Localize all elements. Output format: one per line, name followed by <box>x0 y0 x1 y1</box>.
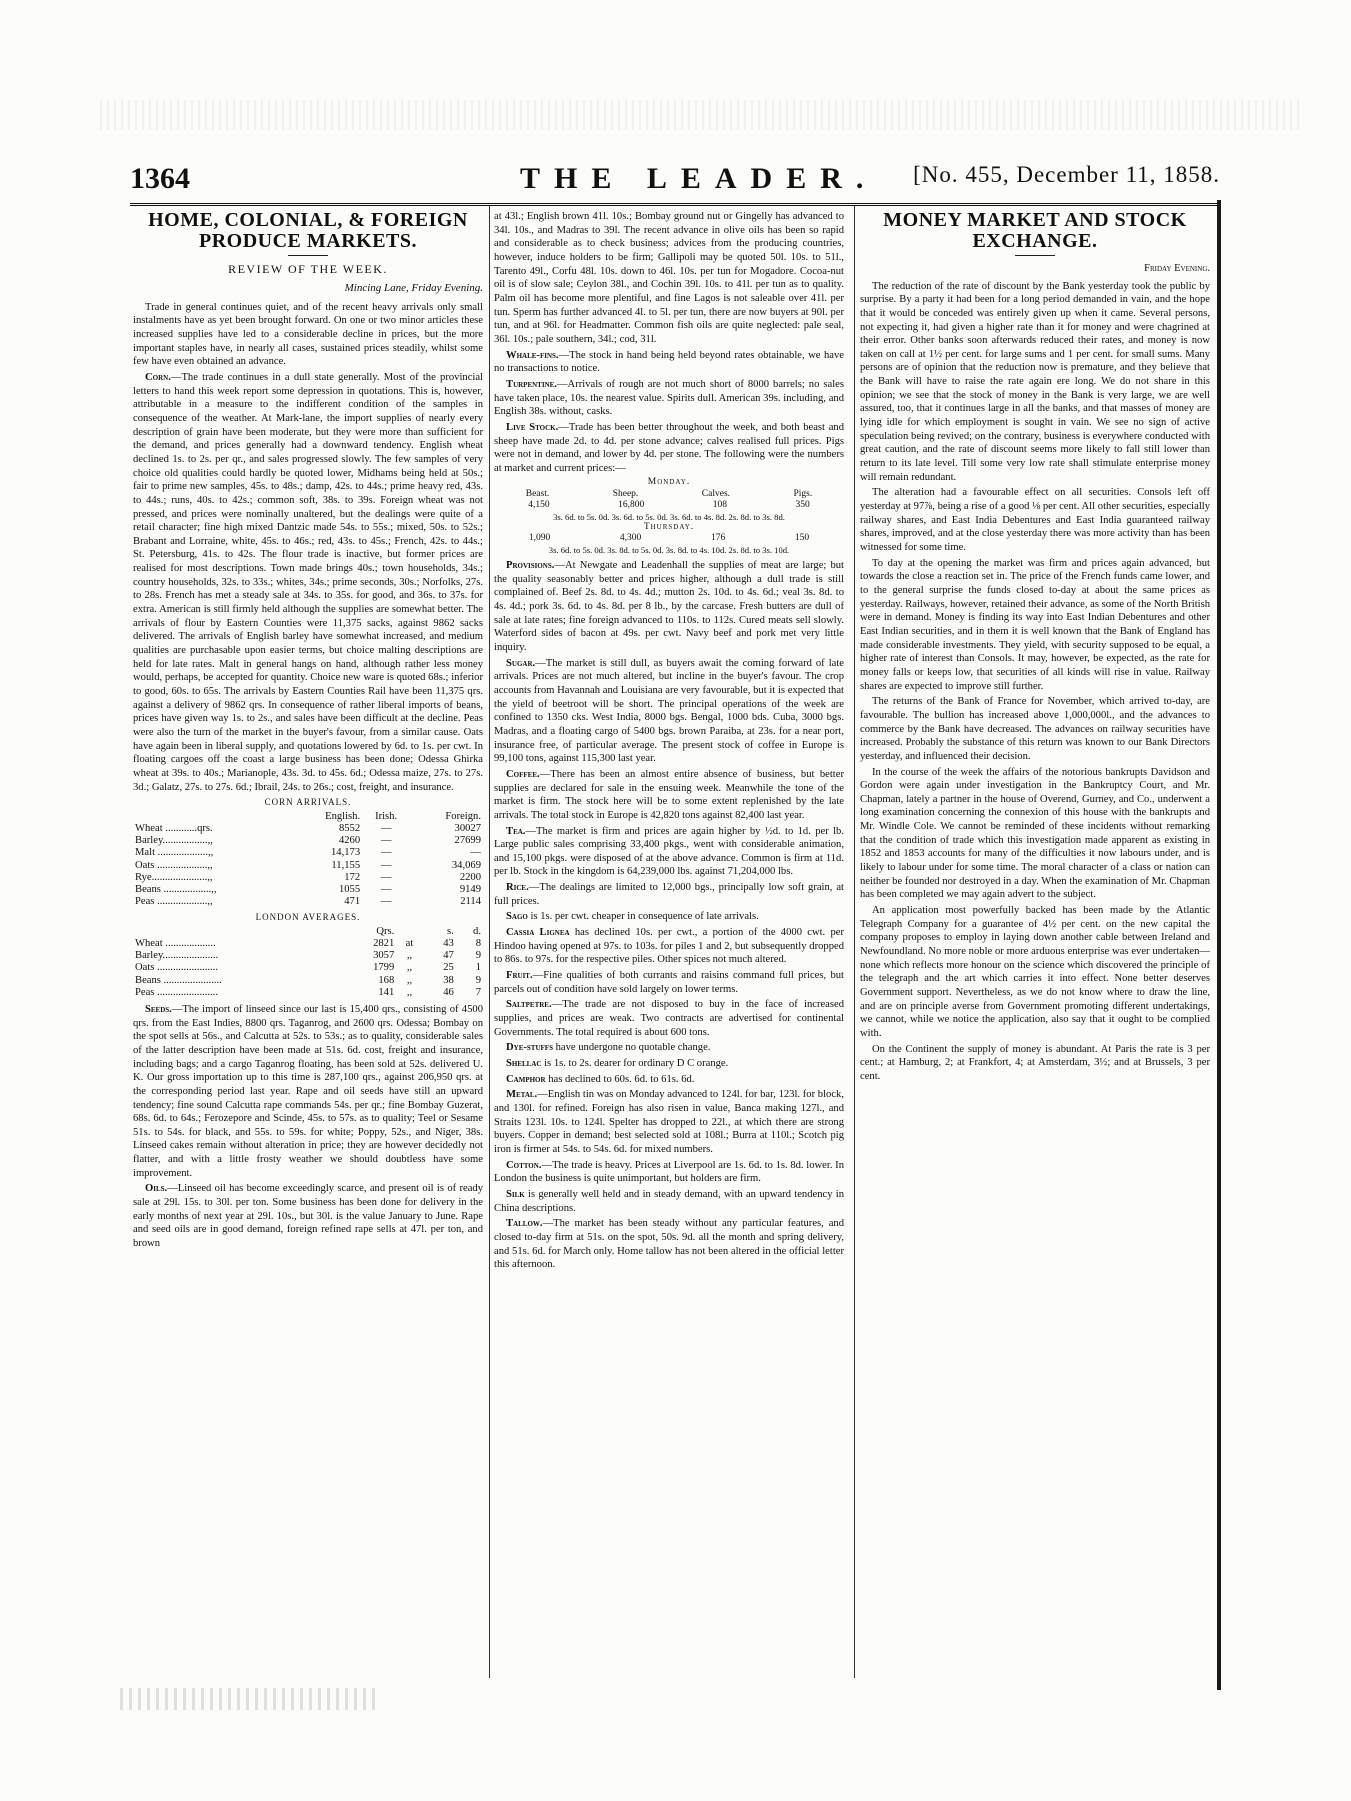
seeds-subhead: Seeds. <box>145 1003 172 1015</box>
table-cell: Peas ...................,, <box>135 896 213 908</box>
metal-subhead: Metal. <box>506 1089 538 1101</box>
turpentine-subhead: Turpentine. <box>506 378 557 390</box>
table-cell: 7 <box>475 986 481 998</box>
cotton-text: —The trade is heavy. Prices at Liverpool are 1s. 6d. to 1s. 8d. lower. In London the business is quite unimportant, but holders are firm. <box>494 1159 844 1185</box>
dye-stuffs-text: have undergone no quotable change. <box>552 1042 711 1054</box>
dye-stuffs-subhead: Dye-stuffs <box>506 1042 553 1054</box>
stock-count: 176 <box>710 533 726 544</box>
saltpetre-subhead: Saltpetre. <box>506 999 552 1011</box>
table-cell: 30027 <box>454 823 481 835</box>
table-row <box>133 823 483 835</box>
table-cell: — <box>380 896 392 908</box>
corn-paragraph <box>133 371 483 794</box>
fruit-paragraph <box>494 969 844 996</box>
trade-paragraph: Trade in general continues quiet, and of the recent heavy arrivals only small instalments have as yet been brought forward. On one or two minor articles these increased supplies have led to a considerable decline in prices, but the more important staples have, in nearly all cases, sustained prices steadily, whilst some few have even obtained an advance. <box>133 301 483 368</box>
sugar-text: —The market is still dull, as buyers await the coming forward of late arrivals. Prices are not much altered, but incline in the buyer's favour. The crop accounts from Havannah and Louisiana are very favourable, but it is expected that the yield of beetroot will be short. The principal operations of the week are confined to 1350 cks. West India, 8000 bgs. Bengal, 1000 bds. Cuba, 3000 bgs. Madras, and a floating cargo of 5400 bgs. brown Paraiba, at 23s. for a near port, insurance free, of particular average. The present stock of coffee in Europe is 99,100 tons, against 115,300 last year. <box>494 657 844 765</box>
headline-rule <box>1015 255 1055 256</box>
rice-subhead: Rice. <box>506 882 529 894</box>
cassia-paragraph <box>494 926 844 967</box>
sugar-paragraph <box>494 657 844 766</box>
tea-paragraph <box>494 825 844 880</box>
silk-text: is generally well held and in steady demand, with an upward tendency in China descriptions. <box>494 1188 844 1214</box>
table-header: Irish. <box>375 810 398 822</box>
thursday-prices-row: 3s. 6d. to 5s. 0d. 3s. 8d. to 5s. 0d. 3s. 8d. to 4s. 10d. 2s. 8d. to 3s. 10d. <box>548 544 790 555</box>
money-paragraph: The returns of the Bank of France for November, which arrived to-day, are favourable. The bullion has increased above 1,000,000l., and the advances to commerce by the Bank have decreased. The advances on railway securities have increased. Probably the substance of this return was known to our Bank Directors yesterday, and influenced their decision. <box>860 696 1210 762</box>
table-header <box>133 811 290 823</box>
stock-count: 4,150 <box>528 500 550 511</box>
table-cell: 9 <box>475 974 481 986</box>
table-cell: — <box>380 847 392 859</box>
table-cell: 2821 <box>373 938 395 950</box>
provisions-subhead: Provisions. <box>506 560 555 572</box>
money-paragraph: An application most powerfully backed has been made by the Atlantic Telegraph Company for a guarantee of 4½ per cent. on the new capital the company proposes to employ in laying down another cable between Ireland and Newfoundland. No more noble or more arduous enterprise was ever undertaken—none which reflects more honour on the science which discovered the principle of the telegraph and the art which carries it into effect. None better deserves Government support. Nevertheless, as we do not know where to draw the line, and are on principle averse from Government promoting different undertakings, we cannot, while we notice the application, also say that it ought to be complied with. <box>860 905 1210 1039</box>
produce-dateline: Mincing Lane, Friday Evening. <box>344 282 483 295</box>
table-cell: — <box>380 859 392 871</box>
table-row <box>133 860 483 872</box>
coffee-subhead: Coffee. <box>506 768 540 780</box>
provisions-paragraph <box>494 559 844 655</box>
stock-count: 16,800 <box>618 500 645 511</box>
silk-subhead: Silk <box>506 1188 525 1200</box>
column-rule-2 <box>854 206 855 1678</box>
table-cell: Barley..................... <box>135 950 219 962</box>
table-cell: Barley.................,, <box>135 835 213 847</box>
table-cell: ,, <box>406 962 413 974</box>
table-row <box>133 872 483 884</box>
headline-rule <box>288 255 328 256</box>
table-cell: 172 <box>344 871 361 883</box>
table-header <box>396 926 422 938</box>
table-cell: — <box>380 883 392 895</box>
table-cell: 2200 <box>459 871 481 883</box>
corn-arrivals-table <box>133 811 483 908</box>
thursday-counts-row <box>494 533 844 544</box>
table-cell: 27699 <box>454 835 481 847</box>
table-cell: 8552 <box>338 823 361 835</box>
page-edge-bar <box>1217 200 1221 1690</box>
table-cell: 1 <box>475 962 481 974</box>
table-row <box>133 962 483 974</box>
stock-count: 1,090 <box>528 533 551 544</box>
table-row <box>133 987 483 999</box>
whale-fins-paragraph <box>494 349 844 376</box>
table-cell: ,, <box>406 974 413 986</box>
stock-heading: Sheep. <box>612 488 639 499</box>
table-cell: — <box>380 835 392 847</box>
monday-prices-row: 3s. 6d. to 5s. 0d. 3s. 6d. to 5s. 0d. 3s. 6d. to 4s. 8d. 2s. 8d. to 3s. 8d. <box>553 511 785 522</box>
tallow-subhead: Tallow. <box>506 1218 543 1230</box>
table-cell: 25 <box>443 962 454 974</box>
stock-heading: Pigs. <box>793 488 813 499</box>
table-cell: 9149 <box>459 883 481 895</box>
turpentine-text: —Arrivals of rough are not much short of 8000 barrels; no sales have taken place, 10s. the nearest value. Spirits dull. American 39s. including, and English 38s. without, casks. <box>494 378 844 418</box>
header-rule <box>130 203 1218 206</box>
table-cell: 43 <box>443 938 454 950</box>
table-header: d. <box>473 925 481 937</box>
table-cell: Wheat ................... <box>135 938 216 950</box>
table-cell: — <box>470 847 481 859</box>
shellac-paragraph <box>494 1057 844 1071</box>
stock-count: 150 <box>794 533 810 544</box>
shellac-text: is 1s. to 2s. dearer for ordinary D C orange. <box>541 1058 729 1070</box>
table-cell: 8 <box>475 938 481 950</box>
table-cell: 47 <box>443 950 454 962</box>
money-paragraph: The alteration had a favourable effect on all securities. Consols left off yesterday at 97⅞, being a rise of a good ⅛ per cent. All other securities, especially railway shares, and East India Debentures and East India guaranteed railway shares, improved, and at the close yesterday there was more activity than has been witnessed for some time. <box>860 487 1210 553</box>
table-row <box>133 975 483 987</box>
corn-subhead: Corn. <box>145 371 171 383</box>
table-cell: Rye.....................,, <box>135 871 213 883</box>
whale-fins-text: —The stock in hand being held beyond rates obtainable, we have no transactions to notice. <box>494 349 844 375</box>
money-market-headline: MONEY MARKET AND STOCK EXCHANGE. <box>883 210 1187 252</box>
oils-subhead: Oils. <box>145 1183 168 1195</box>
oils-continued-paragraph: at 43l.; English brown 41l. 10s.; Bombay ground nut or Gingelly has advanced to 34l. 10s., and Madras to 39l. The recent advance in olive oils has been so rapid and considerable as to check business; advices from the producing countries, however, induce holders to be firm; Gallipoli may be quoted 50l. 10s. to 51l., Tarento 49l., Corfu 48l. 10s. down to 46l. 10s. per tun for Mogadore. Cocoa-nut oil is of slow sale; Ceylon 38l., and Cochin 39l. 10s. to 41l. per tun as to quality. Palm oil has become more plentiful, and fine Lagos is not saleable over 41l. per tun. Sperm has further advanced 4l. to 5l. per tun, there are now buyers at 90l. per tun, and at 96l. for Headmatter. Common fish oils are quite neglected: pale seal, 36l. 10s.; pale southern, 34l.; cod, 31l. <box>494 211 844 345</box>
table-cell: Oats ...................,, <box>135 859 213 871</box>
cassia-text: has declined 10s. per cwt., a portion of the 4000 cwt. per Hindoo having opened at 97s. to 103s. for piles 1 and 2, but subsequently dropped to 86s. to 97s. for the respective piles. Other spices not much altered. <box>494 927 844 966</box>
sago-subhead: Sago <box>506 911 528 923</box>
cassia-subhead: Cassia Lignea <box>506 927 570 939</box>
table-cell: 14,173 <box>330 847 361 859</box>
live-stock-text: —Trade has been better throughout the week, and both beast and sheep have made 2d. to 4d. per stone advance; calves realised full prices. Pigs were not in demand, and lower by 4d. per stone. The following were the numbers at market and current prices:— <box>494 421 844 474</box>
corn-text: —The trade continues in a dull state generally. Most of the provincial letters to hand this week report some depression in quotations. This is, however, attributable in a measure to the indifferent condition of the samples in consequence of the weather. At Mark-lane, the import supplies of nearly every description of grain have been moderate, but they were more than sufficient for the demand, and prices generally had a downward tendency. English wheat declined 1s. to 2s. per qr., and sales progressed slowly. The few samples of very choice old qualities could hardly be quoted lower, Midhams being held at 50s.; fair to prime new samples, 45s. to 48s.; damp, 42s. to 44s.; prime heavy red, 43s. to 44s.; runs, 40s. to 42s.; common soft, 38s. to 39s. Foreign wheat was not pressed, and prices were nominally unaltered, but the dealings were quite of a retail character; fine high mixed Dantzic made 54s. to 55s.; mixed, 50s. to 52s.; Brabant and Lorraine, white, 45s. to 46s.; red, 43s. to 45s.; French, 42s. to 44s.; St. Petersburg, 41s. to 42s. The flour trade is inactive, but former prices are realised for most descriptions. Town made brings 40s.; town households, 34s.; country households, 32s. to 33s.; whites, 34s.; prime seconds, 30s.; Norfolks, 27s. to 28s. French has met a steady sale at 34s. to 35s. for good, and 36s. to 37s. for extra. American is still firmly held although the supplies are somewhat better. The arrivals of flour by Eastern Counties were 11,375 sacks, against 9862 sacks delivered. The arrivals of English barley have somewhat increased, and medium qualities are purchasable upon easier terms, but choice malting descriptions are held for late rates. Malt in general hangs on hand, although rather less money would, perhaps, be accepted for quantity. Choice new ware is quoted 68s.; inferior to good, 60s. to 65s. The arrivals by Eastern Counties Rail have been 11,375 qrs. against a delivery of 9862 qrs. In consequence of rather liberal imports of beans, prices have given way 1s. to 2s., and sales have been difficult at the decline. Peas were also the turn of the market in the buyer's favour, from a similar cause. Oats have again been in liberal supply, and quotations lowered by 6d. to 1s. per cwt. In floating cargoes off the coast a large business has been done; Odessa Ghirka wheat at 39s. to 40s.; Marianople, 43s. 3d. to 45s. 6d.; Odessa maize, 27s. to 27s. 3d.; Galatz, 27s. to 27s. 6d.; Ibrail, 24s. to 26s.; cost, freight, and insurance. <box>133 371 483 793</box>
table-cell: 11,155 <box>331 859 361 871</box>
london-averages-caption: LONDON AVERAGES. <box>255 912 361 923</box>
monday-caption: Monday. <box>647 477 691 488</box>
table-cell: 38 <box>443 974 454 986</box>
column-rule-1 <box>489 206 490 1678</box>
live-stock-table <box>494 477 844 555</box>
table-cell: Oats ....................... <box>135 962 218 974</box>
silk-paragraph <box>494 1188 844 1215</box>
tea-text: —The market is firm and prices are again higher by ½d. to 1d. per lb. Large public sales comprising 33,400 pkgs., went with considerable animation, and 15,100 pkgs. were disposed of at the above advance. Common is firm at 11d. per lb. Stock in the kingdom is 64,239,000 lbs. against 71,204,000 lbs. <box>494 825 844 878</box>
table-cell: 9 <box>475 950 481 962</box>
table-row <box>133 950 483 962</box>
turpentine-paragraph <box>494 378 844 419</box>
table-cell: at <box>405 938 414 950</box>
print-smudge-top <box>100 100 1300 130</box>
money-paragraph: In the course of the week the affairs of the notorious bankrupts Davidson and Gordon were again under investigation in the Bankruptcy Court, and Mr. Chapman, lately a partner in the house of Overend, Gurney, and Co., underwent a long examination concerning the connexion of this house with the bankrupts and Mr. Windle Cole. We cannot be reminded of these incidents without remarking that the condition of trade which this investigation made apparent as existing in 1852 and 1853 accounts for many of the difficulties it now labours under, and is likely to labour under for some time. The moral character of a class or nation can neither be founded nor destroyed in a day. When the examination of Mr. Chapman has been completed we may again advert to the subject. <box>860 766 1210 901</box>
rice-paragraph <box>494 881 844 908</box>
table-row <box>133 847 483 859</box>
table-header-row <box>133 811 483 823</box>
stock-heading: Beast. <box>525 488 550 499</box>
stock-heading-row <box>494 489 844 500</box>
cotton-paragraph <box>494 1159 844 1186</box>
corn-arrivals-caption: CORN ARRIVALS. <box>264 797 352 808</box>
table-cell: Wheat ............qrs. <box>135 823 213 835</box>
thursday-caption: Thursday. <box>643 521 695 532</box>
stock-count: 108 <box>712 500 727 511</box>
table-header-row <box>133 926 483 938</box>
issue-date: [No. 455, December 11, 1858. <box>913 162 1220 187</box>
table-cell: 471 <box>344 896 361 908</box>
column-money-market <box>860 210 1210 1680</box>
stock-count: 350 <box>795 500 810 511</box>
saltpetre-text: —The trade are not disposed to buy in the face of increased supplies, and prices are weak. Two contracts are advertised for continental Governments. The total required is about 600 tons. <box>494 999 844 1038</box>
rice-text: —The dealings are limited to 12,000 bgs., principally low soft grain, at full prices. <box>494 882 844 907</box>
table-cell: — <box>380 823 392 835</box>
camphor-subhead: Camphor <box>506 1073 546 1085</box>
tallow-paragraph <box>494 1217 844 1272</box>
metal-text: —English tin was on Monday advanced to 124l. for bar, 123l. for block, and 130l. for refined. Foreign has also risen in value, Banca making 127l., and Straits 123l. 10s. to 124l. Spelter has dropped to 22l., at which there are strong buyers. Copper in demand; best selected sold at 108l.; Burra at 110l.; Scotch pig iron is firmer at 54s. to 54s. 6d. for mixed numbers. <box>494 1089 844 1155</box>
table-cell: 34,069 <box>451 859 481 871</box>
whale-fins-subhead: Whale-fins. <box>506 349 559 361</box>
saltpetre-paragraph <box>494 998 844 1039</box>
produce-headline: HOME, COLONIAL, & FOREIGN PRODUCE MARKETS. <box>148 210 468 252</box>
live-stock-subhead: Live Stock. <box>506 421 559 433</box>
table-cell: 1055 <box>338 883 361 895</box>
coffee-paragraph <box>494 768 844 823</box>
table-header <box>133 926 339 938</box>
running-header <box>130 162 1220 198</box>
money-paragraph: On the Continent the supply of money is abundant. At Paris the rate is 3 per cent.; at Hamburg, 2; at Frankfort, 4; at Amsterdam, 3½; and at Brussels, 3 per cent. <box>860 1043 1210 1082</box>
money-paragraph: The reduction of the rate of discount by the Bank yesterday took the public by surprise. By a party it had been for a long period demanded in vain, and the hope that it would be conceded was entirely given up when it came. Several persons, not expecting it, had given a higher rate than it for money and were chagrined at their error. Other banks soon afterwards reduced their rates, and money is now taken on call at 1½ per cent. for large sums and 1 per cent. for small sums. Many persons are of opinion that the reduction now is premature, and they believe that the Bank will have to raise the rate again ere long. We do not share in this opinion; we see that the stock of money in the Bank is very large, we are well assured, too, that it continues large in all the banks, and that masses of money are lying idle for which employment is sought in vain. We see no sign of active speculation being revived; on the contrary, business is everywhere conducted with great caution, and the rate of discount seems more likely to fall still lower than return to its late level. Till some very low rate shall stimulate enterprise money will remain redundant. <box>860 280 1210 483</box>
page-number: 1364 <box>130 162 190 195</box>
table-cell: Peas ....................... <box>135 986 218 998</box>
money-market-dateline: Friday Evening. <box>1144 263 1210 274</box>
stock-count: 4,300 <box>619 533 642 544</box>
sago-text: is 1s. per cwt. cheaper in consequence of late arrivals. <box>527 911 759 923</box>
sugar-subhead: Sugar. <box>506 657 536 669</box>
table-header: Qrs. <box>376 925 395 937</box>
camphor-text: has declined to 60s. 6d. to 61s. 6d. <box>545 1073 695 1085</box>
table-cell: 2114 <box>460 896 481 908</box>
table-cell: Beans ...................... <box>135 974 222 986</box>
column-produce-continued <box>494 210 844 1680</box>
metal-paragraph <box>494 1088 844 1156</box>
tea-subhead: Tea. <box>506 825 526 837</box>
fruit-text: —Fine qualities of both currants and raisins command full prices, but parcels out of condition have sold largely on lower terms. <box>494 970 844 995</box>
stock-heading: Calves. <box>701 488 731 499</box>
shellac-subhead: Shellac <box>506 1058 542 1070</box>
camphor-paragraph <box>494 1073 844 1087</box>
table-cell: — <box>380 871 392 883</box>
column-produce-markets <box>133 210 483 1680</box>
provisions-text: —At Newgate and Leadenhall the supplies of meat are large; but the quality seasonably better and prices higher, although a dull trade is still complained of. Beef 2s. 8d. to 4s. 4d.; mutton 2s. 10d. to 4s. 6d.; veal 3s. 8d. to 4s. 4d.; pork 3s. 6d. to 4s. 8d. per 8 lb., by the carcase. Fresh butters are dull of sale at late rates; fine foreign advanced to 110s. to 112s. Cured meats sell slowly. Waterford sides of bacon at 49s. per cwt. Navy beef and pork met very little inquiry. <box>494 560 844 653</box>
london-averages-table <box>133 926 483 999</box>
table-cell: 4260 <box>338 835 361 847</box>
table-cell: Beans ..................,, <box>135 883 217 895</box>
coffee-text: —There has been an almost entire absence of business, but better supplies are declared for sale in the ensuing week. Meanwhile the tone of the market is firm. The stock here will be to some extent replenished by the late arrivals. The total stock in Europe is 42,820 tons against 82,400 last year. <box>494 768 844 821</box>
oils-text: —Linseed oil has become exceedingly scarce, and present oil is of ready sale at 29l. 15s. to 30l. per ton. Some business has been done for delivery in the early months of next year at 29l. 10s., but 30l. is the value January to June. Rape and seed oils are in good demand, foreign refined rape sells at 47l. per ton, and brown <box>133 1183 483 1250</box>
dye-stuffs-paragraph <box>494 1041 844 1055</box>
sago-paragraph <box>494 910 844 924</box>
table-row <box>133 896 483 908</box>
print-smudge-bottom <box>120 1688 380 1710</box>
seeds-text: —The import of linseed since our last is 15,400 qrs., consisting of 4500 qrs. from the East Indies, 8800 qrs. Taganrog, and 2600 qrs. Odessa; Bombay on the spot sells at 56s., and Calcutta at 52s. to 53s.; as to quality, considerable sales of the latter description have been made at 51s. 6d. cost, freight and insurance, including bags; and a cargo Taganrog floating, has been sold at 52s. delivered U. K. Our gross importation up to this time is 287,100 qrs., against 206,950 qrs. at the corresponding period last year. Rape and oil seeds have still an upward tendency; fine sound Calcutta rape commands 54s. per qr.; fine Bombay Guzerat, 68s. 6d. to 64s.; Ferozepore and Scinde, 45s. to 57s. as to quality; Teel or Sesame 51s. to 54s. for black, and 55s. to 59s. for white; Poppy, 52s., and Niger, 38s. Linseed cakes remain without alteration in price; they are however decidedly not flatter, and with a little frosty weather we should doubtless have some improvement. <box>133 1003 483 1179</box>
oils-paragraph <box>133 1182 483 1250</box>
cotton-subhead: Cotton. <box>506 1159 542 1171</box>
table-header: s. <box>447 925 454 937</box>
table-cell: ,, <box>406 950 413 962</box>
live-stock-paragraph <box>494 421 844 476</box>
newspaper-title: THE LEADER. <box>520 162 878 195</box>
table-header: English. <box>325 810 361 822</box>
monday-counts-row <box>494 500 844 511</box>
table-row <box>133 835 483 847</box>
review-heading: REVIEW OF THE WEEK. <box>228 262 388 276</box>
table-cell: 168 <box>378 974 395 986</box>
table-row <box>133 938 483 950</box>
table-cell: 141 <box>378 986 395 998</box>
table-cell: 3057 <box>373 950 395 962</box>
seeds-paragraph <box>133 1003 483 1181</box>
fruit-subhead: Fruit. <box>506 970 533 982</box>
tallow-text: —The market has been steady without any particular features, and closed to-day firm at 51s. on the spot, 50s. 9d. all the month and spring delivery, and 51s. 6d. for March only. Home tallow has not been altered in the official letter this afternoon. <box>494 1218 844 1271</box>
table-header: Foreign. <box>445 810 481 822</box>
table-cell: ,, <box>406 986 413 998</box>
table-row <box>133 884 483 896</box>
table-cell: Malt ...................,, <box>135 847 214 859</box>
table-cell: 1799 <box>373 962 395 974</box>
money-paragraph: To day at the opening the market was firm and prices again advanced, but towards the close a reaction set in. The price of the French funds came lower, and to the general surprise the funds closed to-day at about the same prices as yesterday. Railways, however, retained their advance, as some of the North British were in demand. Money is finding its way into East Indian Debentures and other East Indian securities, and in them it is well known that the Bank of England has made considerable investments. They yield, with security supposed to be equal, a higher rate of interest than Consols. It may, however, be expected, as the rate for money falls or keeps low, that securities of all kinds will rise in value. Railway shares are expected to improve still further. <box>860 557 1210 692</box>
table-cell: 46 <box>443 986 454 998</box>
